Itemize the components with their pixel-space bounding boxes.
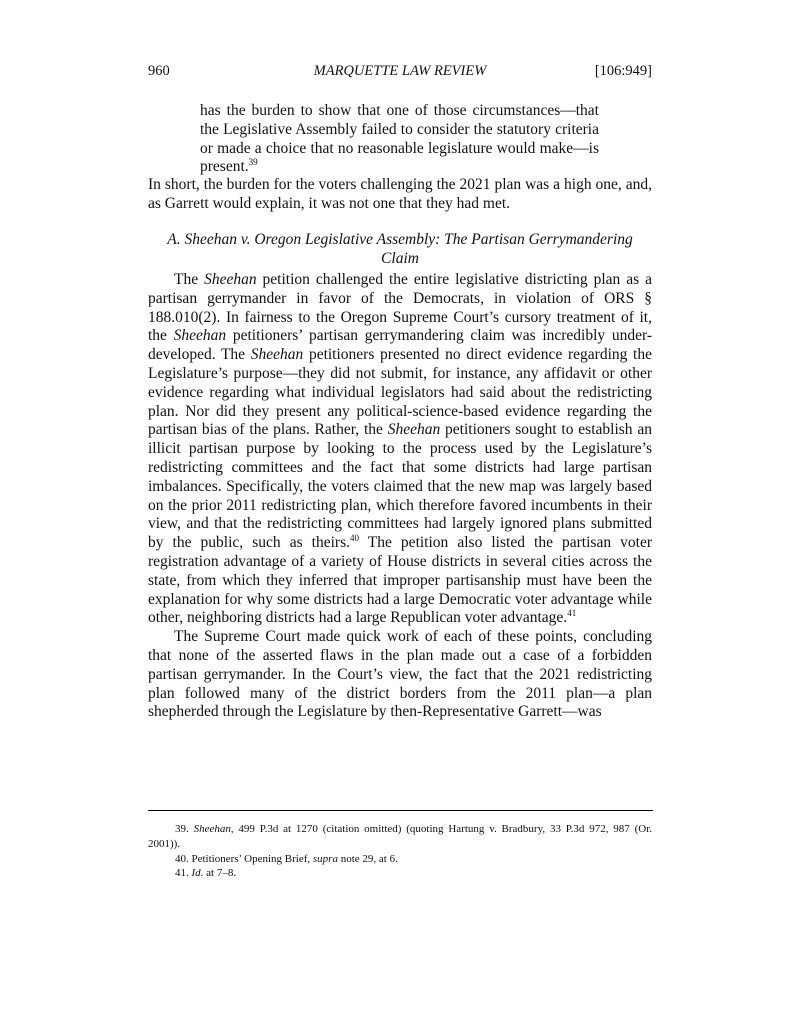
paragraph-after-quote: In short, the burden for the voters challenging the 2021 plan was a high one, and, as Garrett would explain, it was not one that they had met. <box>148 176 652 212</box>
supra-signal: supra <box>312 852 338 865</box>
block-quote <box>200 102 599 177</box>
footnote-text: Petitioners’ Opening Brief, <box>191 852 313 865</box>
footnotes <box>148 822 652 881</box>
text-run: The <box>174 271 205 288</box>
section-heading: A. Sheehan v. Oregon Legislative Assembly: The Partisan Gerrymandering Claim <box>167 231 633 267</box>
footnote-ref-39[interactable]: 39 <box>248 157 258 168</box>
text-run: petitioners’ partisan gerrymandering claim was incredibly under-developed. The <box>148 327 653 364</box>
case-name: Sheehan <box>250 346 304 364</box>
text-run: The petition also listed the partisan voter registration advantage of a variety of House districts in several cities across the state, from which they inferred that improper partisanship must have been the explanation for why some districts had a large Democratic voter advantage while other, neighboring districts had a large Republican voter advantage. <box>148 534 652 627</box>
journal-title: MARQUETTE LAW REVIEW <box>313 63 487 79</box>
footnote-text: note 29, at 6. <box>337 852 398 865</box>
footnote-number: 40. <box>175 852 189 865</box>
id-signal: Id. <box>191 867 204 880</box>
case-name: Sheehan <box>193 823 231 835</box>
footnote-text: at 7–8. <box>203 867 237 880</box>
running-header <box>148 62 652 80</box>
footnote-number: 41. <box>175 867 189 880</box>
paragraph-sheehan-petition <box>148 271 652 628</box>
case-name: Sheehan <box>204 271 257 288</box>
block-quote-text: has the burden to show that one of those circumstances—that the Legislative Assembly failed to consider the statutory criteria or made a choice that no reasonable legislature would make—is present. <box>200 102 599 176</box>
case-name: Sheehan <box>387 421 441 439</box>
footnote-ref-41[interactable]: 41 <box>567 608 577 619</box>
footnote-41 <box>148 866 652 881</box>
footnote-number: 39. <box>175 823 189 835</box>
text-run: petitioners sought to establish an illicit partisan purpose by looking to the process used by the Legislature’s redistricting committees and the fact that some districts had large partisan imbalances. Specifically, the voters claimed that the new map was largely based on the prior 2011 redistricting plan, which therefore favored incumbents in their view, and that the redistricting committees had largely ignored plans submitted by the public, such as theirs. <box>148 421 652 552</box>
paragraph-supreme-court: The Supreme Court made quick work of each of these points, concluding that none of the asserted flaws in the plan made out a case of a forbidden partisan gerrymander. In the Court’s view, the fact that the 2021 redistricting plan followed many of the district borders from the 2011 plan—a plan shepherded through the Legislature by then-Representative Garrett—was <box>148 628 652 721</box>
volume-citation: [106:949] <box>594 63 652 79</box>
case-name: Sheehan <box>173 327 227 345</box>
text-run: petition challenged the entire legislative districting plan as a partisan gerrymander in favor of the Democrats, in violation of ORS § 188.010(2). In fairness to the Oregon Supreme Court’s cursory treatment of it, the <box>148 271 652 345</box>
footnote-40 <box>148 852 652 867</box>
footnote-ref-40[interactable]: 40 <box>350 533 359 544</box>
text-run: petitioners presented no direct evidence regarding the Legislature’s purpose—they did not submit, for instance, any affidavit or other evidence regarding what individual legislators had said about the redistricting plan. Nor did they present any political-science-based evidence regarding the partisan bias of the plans. Rather, the <box>148 346 652 439</box>
footnote-39 <box>148 822 652 852</box>
footnote-divider <box>148 810 653 811</box>
body-text <box>148 271 652 722</box>
page-number: 960 <box>148 63 170 79</box>
footnote-text: , 499 P.3d at 1270 (citation omitted) (quoting Hartung v. Bradbury, 33 P.3d 972, 987 (Or. 2001)). <box>148 823 652 850</box>
